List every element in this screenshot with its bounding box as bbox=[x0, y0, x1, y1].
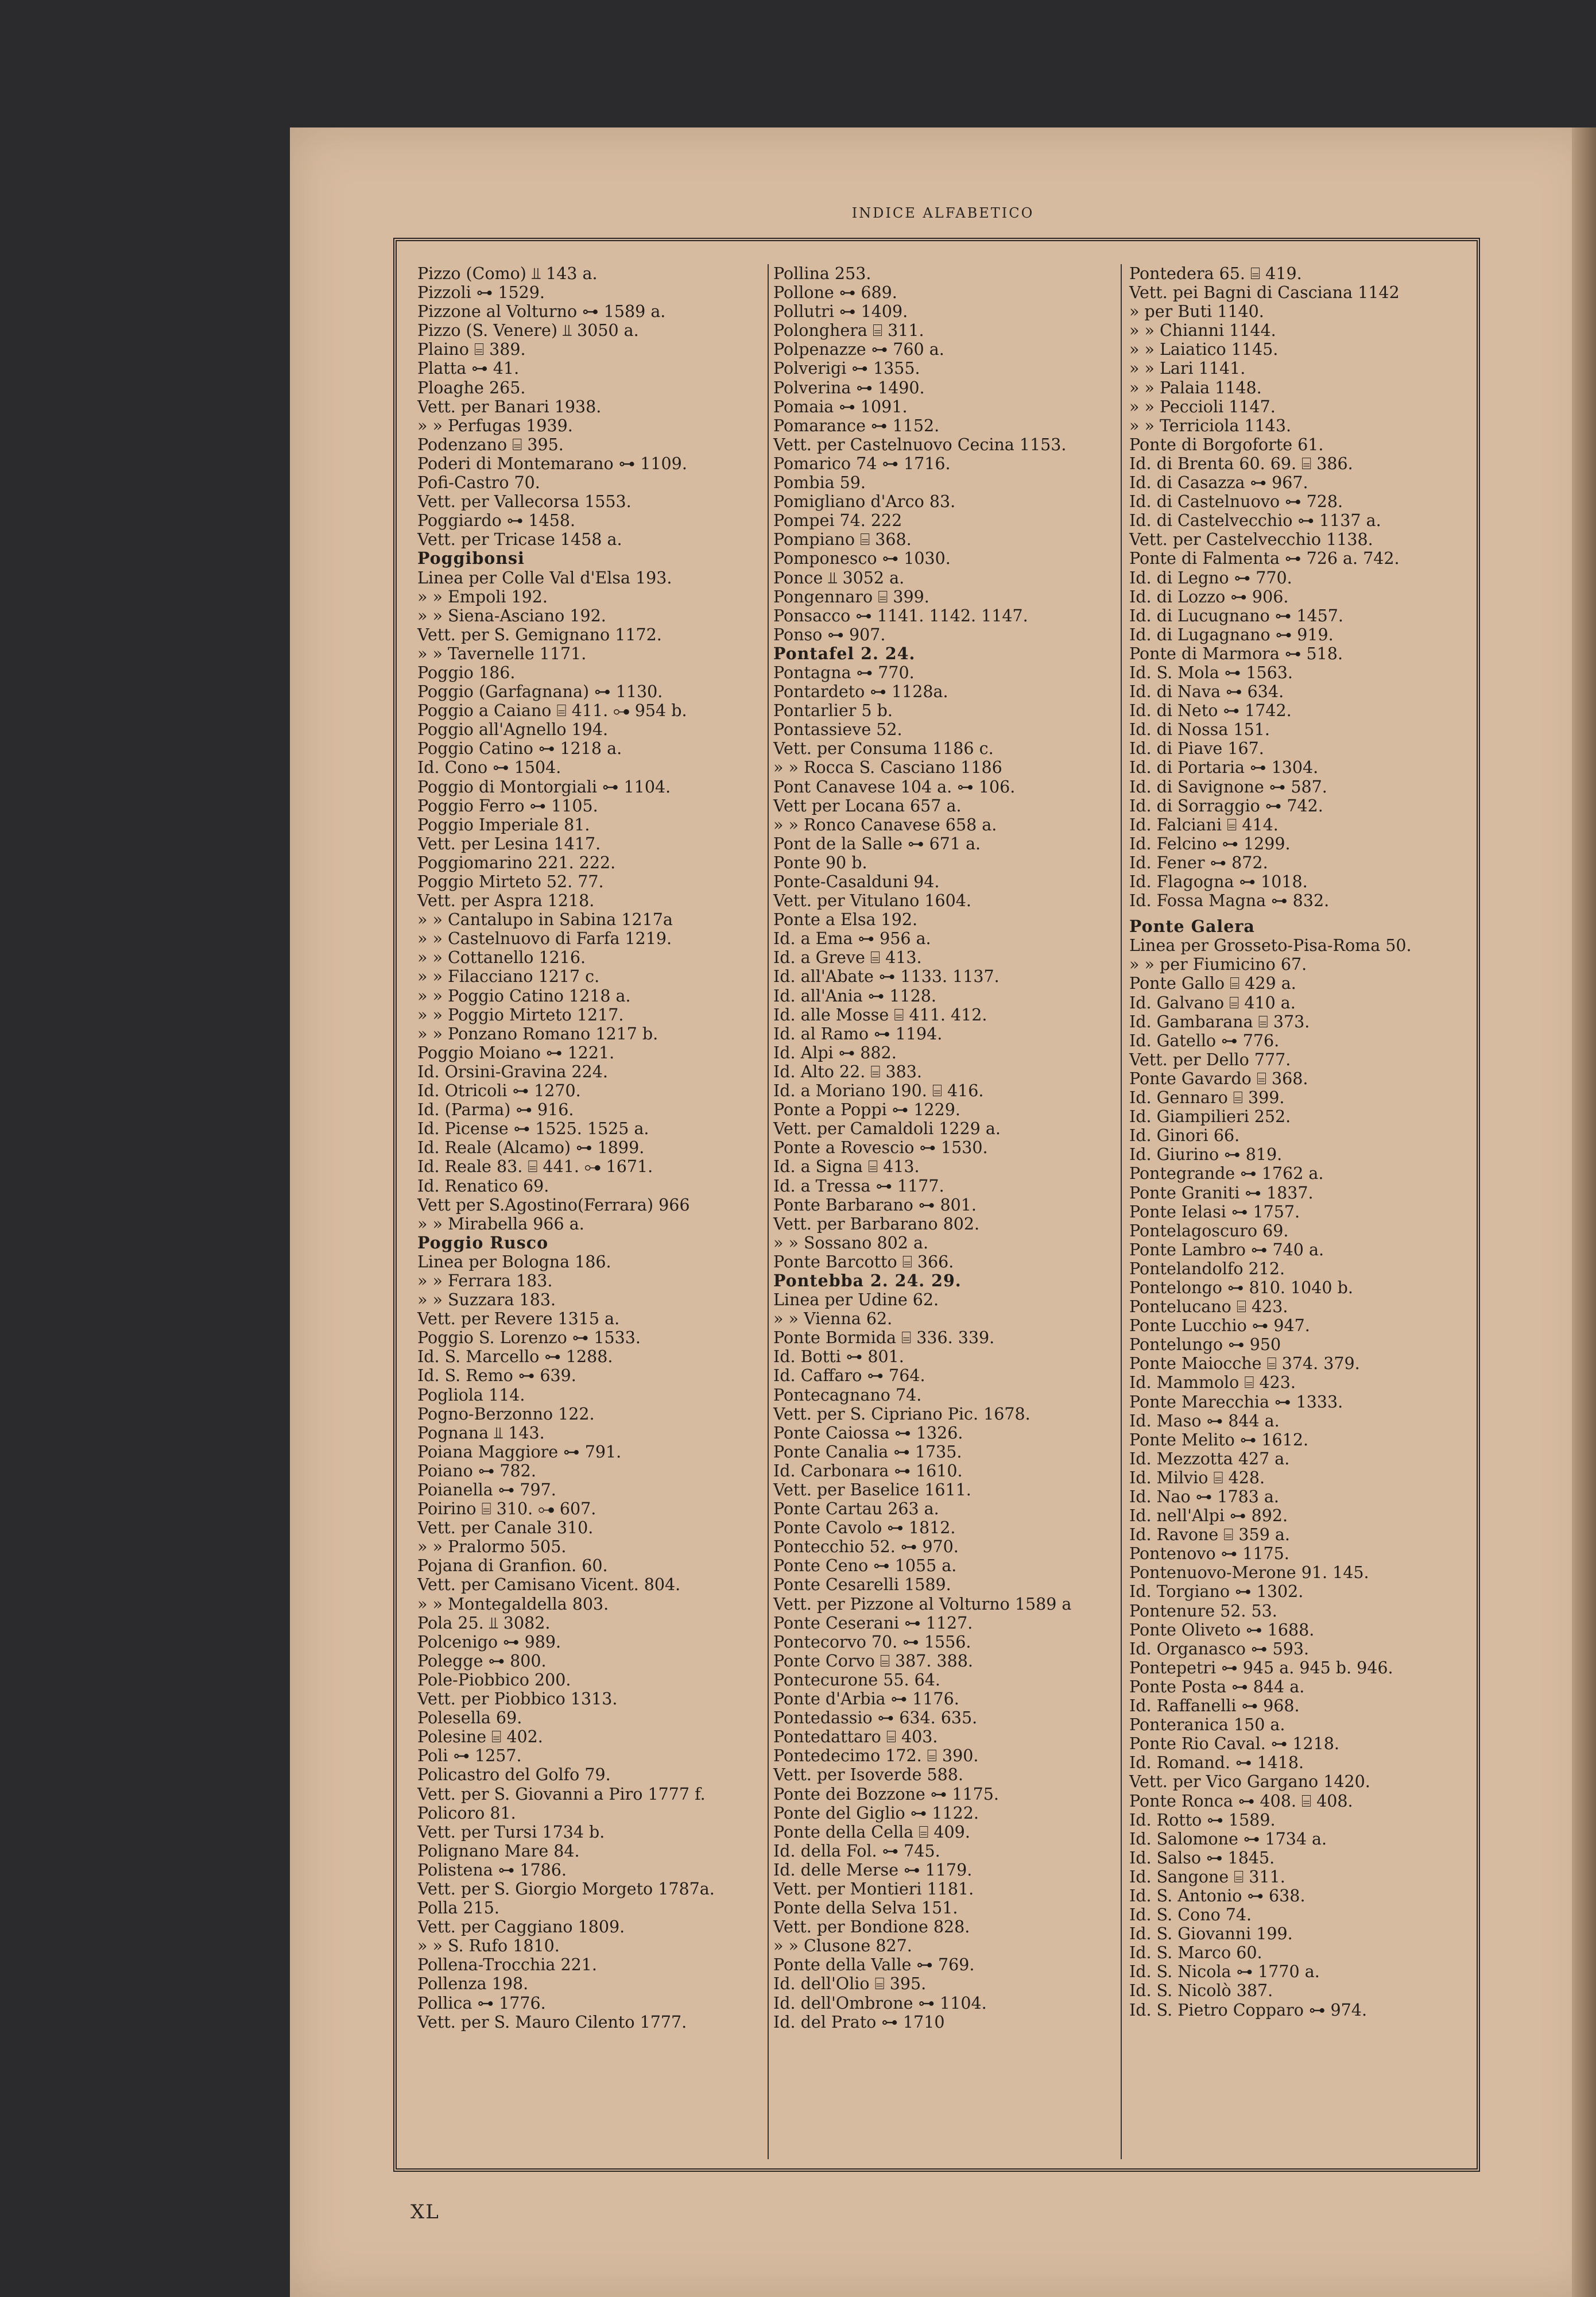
index-entry: Id. Romand. ⊶ 1418. bbox=[1129, 1753, 1304, 1773]
index-entry: Pontecagnano 74. bbox=[773, 1385, 922, 1405]
index-entry: Id. dell'Olio ⌸ 395. bbox=[773, 1974, 927, 1994]
index-entry: Pontecorvo 70. ⊶ 1556. bbox=[773, 1632, 971, 1652]
index-entry: Vett. per Camisano Vicent. 804. bbox=[417, 1575, 681, 1595]
index-entry: Vett. per S. Mauro Cilento 1777. bbox=[417, 2012, 687, 2032]
index-entry: Vett. per Piobbico 1313. bbox=[417, 1689, 618, 1709]
index-entry: Id. di Neto ⊶ 1742. bbox=[1129, 701, 1292, 721]
index-entry: Id. al Ramo ⊶ 1194. bbox=[773, 1024, 943, 1043]
index-entry: Id. S. Cono 74. bbox=[1129, 1905, 1252, 1925]
index-entry: Poggibonsi bbox=[417, 548, 525, 569]
index-entry: » » Tavernelle 1171. bbox=[417, 644, 587, 663]
index-entry: Id. S. Giovanni 199. bbox=[1129, 1924, 1293, 1944]
index-entry: » » Sossano 802 a. bbox=[773, 1233, 928, 1252]
index-entry: Pontafel 2. 24. bbox=[773, 643, 916, 663]
index-entry: Poggiomarino 221. 222. bbox=[417, 853, 616, 872]
index-entry: Ponte Gallo ⌸ 429 a. bbox=[1129, 974, 1296, 993]
index-entry: Id. di Castelnuovo ⊶ 728. bbox=[1129, 492, 1343, 512]
index-entry: Polla 215. bbox=[417, 1898, 499, 1918]
index-entry: » » Ronco Canavese 658 a. bbox=[773, 815, 997, 834]
index-entry: Ponte Graniti ⊶ 1837. bbox=[1129, 1183, 1314, 1202]
index-entry: Pizzone al Volturno ⊶ 1589 a. bbox=[417, 302, 666, 322]
index-entry: Vett. per Pizzone al Volturno 1589 a bbox=[773, 1594, 1072, 1614]
index-entry: Ponte della Selva 151. bbox=[773, 1898, 958, 1918]
index-entry: Id. della Fol. ⊶ 745. bbox=[773, 1841, 940, 1861]
index-entry: Ponte Caiossa ⊶ 1326. bbox=[773, 1423, 963, 1443]
book-page bbox=[290, 127, 1596, 2297]
index-entry: Polcenigo ⊶ 989. bbox=[417, 1632, 561, 1652]
index-entry: Id. Salomone ⊶ 1734 a. bbox=[1129, 1829, 1327, 1849]
index-entry: Id. di Legno ⊶ 770. bbox=[1129, 568, 1292, 587]
index-entry: » » Cantalupo in Sabina 1217a bbox=[417, 910, 673, 930]
index-entry: Ponso ⊶ 907. bbox=[773, 625, 886, 644]
index-entry: Id. Giurino ⊶ 819. bbox=[1129, 1145, 1283, 1165]
index-entry: Id. Rotto ⊶ 1589. bbox=[1129, 1810, 1276, 1830]
index-entry: Poggiardo ⊶ 1458. bbox=[417, 511, 576, 531]
index-entry: Pollena-Trocchia 221. bbox=[417, 1955, 597, 1975]
index-entry: Vett. pei Bagni di Casciana 1142 bbox=[1129, 283, 1400, 303]
page-number: XL bbox=[410, 2201, 440, 2223]
index-entry: Id. di Casazza ⊶ 967. bbox=[1129, 473, 1308, 493]
index-entry: Ponte Galera bbox=[1129, 917, 1255, 937]
index-entry: Vett. per Isoverde 588. bbox=[773, 1765, 963, 1785]
index-entry: Ponte Marecchia ⊶ 1333. bbox=[1129, 1392, 1343, 1412]
index-entry: Id. S. Antonio ⊶ 638. bbox=[1129, 1886, 1306, 1905]
index-entry: Pogno-Berzonno 122. bbox=[417, 1404, 595, 1424]
index-entry: Poggio Rusco bbox=[417, 1232, 549, 1252]
index-entry: Id. di Sorraggio ⊶ 742. bbox=[1129, 796, 1323, 815]
index-entry: Vett. per S. Gemignano 1172. bbox=[417, 625, 662, 644]
index-entry: Ponte Bormida ⌸ 336. 339. bbox=[773, 1328, 995, 1348]
index-entry: Id. di Brenta 60. 69. ⌸ 386. bbox=[1129, 454, 1353, 473]
index-entry: Polverigi ⊶ 1355. bbox=[773, 359, 920, 378]
index-entry: Vett. per Vico Gargano 1420. bbox=[1129, 1772, 1370, 1792]
index-entry: Pizzo (S. Venere) ⫫ 3050 a. bbox=[417, 321, 639, 341]
index-entry: Ponte Lambro ⊶ 740 a. bbox=[1129, 1240, 1324, 1259]
index-entry: Ponte Melito ⊶ 1612. bbox=[1129, 1430, 1309, 1449]
index-entry: Vett. per Consuma 1186 c. bbox=[773, 739, 994, 759]
index-entry: Ploaghe 265. bbox=[417, 378, 526, 397]
index-entry: Poggio Imperiale 81. bbox=[417, 815, 590, 834]
index-entry: Id. Ginori 66. bbox=[1129, 1126, 1240, 1146]
index-entry: Id. Gambarana ⌸ 373. bbox=[1129, 1012, 1310, 1031]
index-entry: Poggio 186. bbox=[417, 663, 516, 682]
index-entry: Id. Organasco ⊶ 593. bbox=[1129, 1639, 1310, 1658]
index-entry: Id. Salso ⊶ 1845. bbox=[1129, 1848, 1275, 1867]
index-entry: Ponte Rio Caval. ⊶ 1218. bbox=[1129, 1734, 1339, 1754]
index-entry: Ponte Ceserani ⊶ 1127. bbox=[773, 1613, 973, 1633]
index-entry: Pontardeto ⊶ 1128a. bbox=[773, 682, 948, 702]
index-entry: Vett. per Tursi 1734 b. bbox=[417, 1822, 605, 1842]
index-entry: Ponte della Cella ⌸ 409. bbox=[773, 1822, 970, 1842]
index-entry: Pontenuovo-Merone 91. 145. bbox=[1129, 1563, 1369, 1583]
index-entry: Id. Alto 22. ⌸ 383. bbox=[773, 1062, 922, 1081]
index-entry: Ponte Oliveto ⊶ 1688. bbox=[1129, 1620, 1315, 1639]
index-entry: Ponte Canalia ⊶ 1735. bbox=[773, 1442, 962, 1461]
index-entry: Ponte Ronca ⊶ 408. ⌸ 408. bbox=[1129, 1791, 1353, 1811]
index-entry: Policoro 81. bbox=[417, 1803, 516, 1823]
index-entry: Id. Fener ⊶ 872. bbox=[1129, 853, 1268, 872]
index-entry: » » S. Rufo 1810. bbox=[417, 1936, 560, 1956]
index-entry: Vett. per Banari 1938. bbox=[417, 397, 602, 416]
index-entry: » » Rocca S. Casciano 1186 bbox=[773, 758, 1002, 778]
index-entry: Id. a Ema ⊶ 956 a. bbox=[773, 929, 931, 949]
index-entry: Id. Raffanelli ⊶ 968. bbox=[1129, 1696, 1300, 1716]
index-entry: Policastro del Golfo 79. bbox=[417, 1765, 611, 1785]
index-entry: Id. Falciani ⌸ 414. bbox=[1129, 815, 1279, 834]
index-entry: » » Suzzara 183. bbox=[417, 1290, 556, 1310]
index-entry: Pontedassio ⊶ 634. 635. bbox=[773, 1708, 978, 1728]
index-entry: Vett. per Bondione 828. bbox=[773, 1917, 970, 1937]
index-entry: Ponte-Casalduni 94. bbox=[773, 872, 940, 891]
index-entry: Linea per Grosseto-Pisa-Roma 50. bbox=[1129, 936, 1412, 956]
index-entry: Id. Otricoli ⊶ 1270. bbox=[417, 1081, 581, 1101]
index-entry: Linea per Colle Val d'Elsa 193. bbox=[417, 568, 672, 587]
index-entry: Id. S. Nicola ⊶ 1770 a. bbox=[1129, 1962, 1320, 1982]
index-entry: Ponte Cartau 263 a. bbox=[773, 1499, 939, 1519]
index-entry: Pollina 253. bbox=[773, 264, 871, 283]
index-entry: Id. Maso ⊶ 844 a. bbox=[1129, 1411, 1280, 1430]
index-entry: Id. Fossa Magna ⊶ 832. bbox=[1129, 891, 1330, 911]
index-entry: Pola 25. ⫫ 3082. bbox=[417, 1613, 551, 1633]
index-entry: » » Vienna 62. bbox=[773, 1309, 893, 1329]
index-entry: Id. Milvio ⌸ 428. bbox=[1129, 1468, 1265, 1487]
index-entry: » » Clusone 827. bbox=[773, 1936, 912, 1956]
index-entry: Pont Canavese 104 a. ⊶ 106. bbox=[773, 777, 1016, 796]
index-entry: » » Pralormo 505. bbox=[417, 1537, 567, 1557]
index-entry: Ponte di Falmenta ⊶ 726 a. 742. bbox=[1129, 549, 1400, 569]
index-entry: Id. di Piave 167. bbox=[1129, 739, 1264, 759]
index-entry: Pompei 74. 222 bbox=[773, 511, 902, 531]
column-separator bbox=[768, 264, 769, 2159]
index-entry: Pontelucano ⌸ 423. bbox=[1129, 1297, 1288, 1317]
index-entry: Id. Alpi ⊶ 882. bbox=[773, 1043, 897, 1062]
index-entry: » » Mirabella 966 a. bbox=[417, 1214, 584, 1233]
index-entry: Ponte del Giglio ⊶ 1122. bbox=[773, 1803, 979, 1823]
index-entry: Pontassieve 52. bbox=[773, 720, 902, 740]
index-entry: Vett per Locana 657 a. bbox=[773, 796, 962, 815]
index-entry: Vett. per Revere 1315 a. bbox=[417, 1309, 620, 1329]
index-entry: Id. Renatico 69. bbox=[417, 1176, 549, 1196]
index-entry: Pontenure 52. 53. bbox=[1129, 1601, 1277, 1621]
index-entry: Ponte Cavolo ⊶ 1812. bbox=[773, 1518, 956, 1538]
index-entry: Pont de la Salle ⊶ 671 a. bbox=[773, 834, 981, 853]
index-entry: » » Empoli 192. bbox=[417, 587, 548, 606]
index-entry: Pizzo (Como) ⫫ 143 a. bbox=[417, 264, 598, 283]
index-entry: Pole-Piobbico 200. bbox=[417, 1670, 571, 1689]
index-entry: Pomarico 74 ⊶ 1716. bbox=[773, 454, 951, 473]
index-entry: Id. di Savignone ⊶ 587. bbox=[1129, 777, 1327, 796]
index-entry: Id. di Castelvecchio ⊶ 1137 a. bbox=[1129, 511, 1381, 531]
index-entry: Id. di Nava ⊶ 634. bbox=[1129, 682, 1284, 702]
index-entry: Id. a Tressa ⊶ 1177. bbox=[773, 1176, 944, 1196]
index-entry: » per Buti 1140. bbox=[1129, 302, 1264, 322]
index-entry: Ponte a Poppi ⊶ 1229. bbox=[773, 1100, 960, 1120]
index-entry: » » Chianni 1144. bbox=[1129, 321, 1276, 341]
index-entry: Pontedecimo 172. ⌸ 390. bbox=[773, 1746, 979, 1766]
index-entry: Id. Nao ⊶ 1783 a. bbox=[1129, 1487, 1279, 1506]
index-entry: Polignano Mare 84. bbox=[417, 1841, 580, 1861]
index-entry: Id. alle Mosse ⌸ 411. 412. bbox=[773, 1005, 987, 1024]
index-entry: Poggio (Garfagnana) ⊶ 1130. bbox=[417, 682, 663, 702]
index-entry: Vett. per Vallecorsa 1553. bbox=[417, 492, 632, 512]
index-entry: Pontebba 2. 24. 29. bbox=[773, 1270, 962, 1290]
index-entry: Id. Carbonara ⊶ 1610. bbox=[773, 1461, 963, 1480]
index-entry: Ponte Lucchio ⊶ 947. bbox=[1129, 1316, 1310, 1336]
index-entry: Id. Torgiano ⊶ 1302. bbox=[1129, 1582, 1304, 1602]
index-entry: Vett. per Canale 310. bbox=[417, 1518, 594, 1538]
index-entry: Polverina ⊶ 1490. bbox=[773, 378, 925, 397]
index-entry: Vett. per Dello 777. bbox=[1129, 1050, 1291, 1069]
index-entry: Id. all'Abate ⊶ 1133. 1137. bbox=[773, 967, 1000, 987]
index-entry: Polpenazze ⊶ 760 a. bbox=[773, 340, 944, 359]
index-entry: » » Filacciano 1217 c. bbox=[417, 967, 600, 987]
index-entry: Ponte dei Bozzone ⊶ 1175. bbox=[773, 1784, 999, 1804]
index-entry: Polesine ⌸ 402. bbox=[417, 1727, 543, 1747]
index-entry: Vett per S.Agostino(Ferrara) 966 bbox=[417, 1195, 690, 1215]
index-entry: Poiano ⊶ 782. bbox=[417, 1461, 536, 1480]
index-entry: Vett. per Camaldoli 1229 a. bbox=[773, 1119, 1001, 1139]
index-entry: Poggio S. Lorenzo ⊶ 1533. bbox=[417, 1328, 641, 1348]
index-entry: Ponte di Marmora ⊶ 518. bbox=[1129, 644, 1343, 663]
index-entry: Ponte 90 b. bbox=[773, 853, 867, 872]
index-entry: Poggio Mirteto 52. 77. bbox=[417, 872, 604, 891]
index-entry: Id. S. Mola ⊶ 1563. bbox=[1129, 663, 1293, 682]
index-entry: Id. di Lozzo ⊶ 906. bbox=[1129, 587, 1289, 606]
book-spine-edge bbox=[1572, 127, 1596, 2297]
index-entry: Id. Picense ⊶ 1525. 1525 a. bbox=[417, 1119, 649, 1139]
index-entry: Id. Reale (Alcamo) ⊶ 1899. bbox=[417, 1138, 645, 1158]
index-entry: Id. dell'Ombrone ⊶ 1104. bbox=[773, 1993, 987, 2013]
index-entry: Pomponesco ⊶ 1030. bbox=[773, 549, 951, 569]
index-entry: » » Terriciola 1143. bbox=[1129, 416, 1292, 435]
index-entry: Polonghera ⌸ 311. bbox=[773, 321, 924, 341]
index-entry: Id. S. Nicolò 387. bbox=[1129, 1981, 1273, 2001]
index-entry: Id. del Prato ⊶ 1710 bbox=[773, 2012, 945, 2032]
index-entry: Vett. per Montieri 1181. bbox=[773, 1879, 974, 1898]
index-entry: » » Palaia 1148. bbox=[1129, 378, 1262, 397]
index-entry: Pojana di Granfion. 60. bbox=[417, 1556, 608, 1576]
index-entry: Pomaia ⊶ 1091. bbox=[773, 397, 908, 416]
index-entry: Vett. per Caggiano 1809. bbox=[417, 1917, 625, 1937]
index-entry: Ponte di Borgoforte 61. bbox=[1129, 435, 1324, 454]
index-entry: Id. Orsini-Gravina 224. bbox=[417, 1062, 608, 1081]
index-entry: Vett. per S. Giorgio Morgeto 1787a. bbox=[417, 1879, 715, 1898]
index-entry: Id. S. Pietro Copparo ⊶ 974. bbox=[1129, 2000, 1368, 2020]
index-entry: Ponteranica 150 a. bbox=[1129, 1715, 1285, 1735]
index-entry: Poianella ⊶ 797. bbox=[417, 1480, 556, 1499]
index-entry: Pombia 59. bbox=[773, 473, 866, 493]
index-entry: Id. Ravone ⌸ 359 a. bbox=[1129, 1525, 1290, 1545]
index-entry: » » Castelnuovo di Farfa 1219. bbox=[417, 929, 672, 949]
index-entry: Ponte Posta ⊶ 844 a. bbox=[1129, 1677, 1305, 1696]
index-entry: Pompiano ⌸ 368. bbox=[773, 530, 912, 550]
index-entry: Vett. per Lesina 1417. bbox=[417, 834, 601, 853]
index-entry: Id. S. Marcello ⊶ 1288. bbox=[417, 1347, 613, 1367]
index-entry: Id. di Portaria ⊶ 1304. bbox=[1129, 758, 1319, 778]
index-entry: Id. delle Merse ⊶ 1179. bbox=[773, 1860, 973, 1880]
index-entry: Ponte della Valle ⊶ 769. bbox=[773, 1955, 975, 1975]
index-entry: Id. S. Marco 60. bbox=[1129, 1943, 1262, 1963]
index-entry: » » Poggio Catino 1218 a. bbox=[417, 986, 631, 1006]
index-entry: Id. Galvano ⌸ 410 a. bbox=[1129, 993, 1296, 1012]
index-entry: Pollone ⊶ 689. bbox=[773, 283, 897, 303]
index-entry: Ponte Barbarano ⊶ 801. bbox=[773, 1195, 977, 1215]
index-entry: Vett. per Aspra 1218. bbox=[417, 891, 595, 911]
index-entry: Pongennaro ⌸ 399. bbox=[773, 587, 929, 606]
index-entry: Id. Caffaro ⊶ 764. bbox=[773, 1366, 925, 1386]
index-entry: Pontedattaro ⌸ 403. bbox=[773, 1727, 938, 1747]
index-entry: Polistena ⊶ 1786. bbox=[417, 1860, 567, 1880]
index-entry: Id. a Signa ⌸ 413. bbox=[773, 1157, 920, 1177]
index-column-3 bbox=[1129, 264, 1474, 2020]
index-entry: Id. Cono ⊶ 1504. bbox=[417, 758, 561, 778]
index-entry: Pontelagoscuro 69. bbox=[1129, 1221, 1289, 1240]
index-entry: » » Siena-Asciano 192. bbox=[417, 606, 606, 625]
index-entry: Pollutri ⊶ 1409. bbox=[773, 302, 908, 322]
index-entry: Pontelongo ⊶ 810. 1040 b. bbox=[1129, 1278, 1353, 1297]
index-entry: Ponte d'Arbia ⊶ 1176. bbox=[773, 1689, 959, 1709]
index-entry: Ponte a Rovescio ⊶ 1530. bbox=[773, 1138, 988, 1158]
index-entry: Id. S. Remo ⊶ 639. bbox=[417, 1366, 576, 1386]
index-entry: Id. Felcino ⊶ 1299. bbox=[1129, 834, 1291, 853]
index-entry: Plaino ⌸ 389. bbox=[417, 340, 526, 359]
index-entry: Vett. per Barbarano 802. bbox=[773, 1214, 980, 1233]
index-entry: Ponte Gavardo ⌸ 368. bbox=[1129, 1069, 1308, 1088]
index-entry: Polesella 69. bbox=[417, 1708, 522, 1728]
index-entry: Pontarlier 5 b. bbox=[773, 701, 893, 721]
index-entry: Pontelungo ⊶ 950 bbox=[1129, 1335, 1281, 1355]
index-entry: Id. Giampilieri 252. bbox=[1129, 1107, 1291, 1127]
index-entry: Ponte Ceno ⊶ 1055 a. bbox=[773, 1556, 957, 1576]
index-entry: Poggio a Caiano ⌸ 411. ⊶ 954 b. bbox=[417, 701, 687, 721]
index-entry: Vett. per Baselice 1611. bbox=[773, 1480, 971, 1499]
index-entry: » » Perfugas 1939. bbox=[417, 416, 573, 435]
index-entry: » » Laiatico 1145. bbox=[1129, 340, 1279, 359]
index-entry: Poderi di Montemarano ⊶ 1109. bbox=[417, 454, 687, 473]
index-entry: Id. Mammolo ⌸ 423. bbox=[1129, 1373, 1296, 1393]
index-entry: Pollica ⊶ 1776. bbox=[417, 1993, 546, 2013]
index-entry: Poggio di Montorgiali ⊶ 1104. bbox=[417, 777, 671, 796]
index-entry: Poiana Maggiore ⊶ 791. bbox=[417, 1442, 622, 1461]
index-entry: Id. nell'Alpi ⊶ 892. bbox=[1129, 1506, 1288, 1526]
index-entry: Pontelandolfo 212. bbox=[1129, 1259, 1285, 1278]
index-entry: Pontecurone 55. 64. bbox=[773, 1670, 940, 1689]
index-entry: Poggio all'Agnello 194. bbox=[417, 720, 609, 740]
index-entry: Linea per Bologna 186. bbox=[417, 1252, 611, 1271]
index-entry: Pofi-Castro 70. bbox=[417, 473, 540, 493]
index-entry: » » per Fiumicino 67. bbox=[1129, 955, 1307, 975]
index-entry: Ponte a Elsa 192. bbox=[773, 910, 918, 930]
index-entry: Vett. per Castelvecchio 1138. bbox=[1129, 530, 1373, 550]
index-entry: Pontepetri ⊶ 945 a. 945 b. 946. bbox=[1129, 1658, 1393, 1677]
index-entry: Poirino ⌸ 310. ⊶ 607. bbox=[417, 1499, 596, 1519]
index-entry: Ponte Cesarelli 1589. bbox=[773, 1575, 951, 1595]
index-entry: Vett. per S. Giovanni a Piro 1777 f. bbox=[417, 1784, 706, 1804]
index-entry: Ponte Maiocche ⌸ 374. 379. bbox=[1129, 1354, 1360, 1374]
index-entry: Podenzano ⌸ 395. bbox=[417, 435, 564, 454]
index-entry: Id. Reale 83. ⌸ 441. ⊶ 1671. bbox=[417, 1157, 653, 1177]
index-entry: Pontecchio 52. ⊶ 970. bbox=[773, 1537, 959, 1557]
page-header: INDICE ALFABETICO bbox=[851, 205, 1035, 221]
index-entry: Id. a Moriano 190. ⌸ 416. bbox=[773, 1081, 984, 1101]
index-entry: » » Lari 1141. bbox=[1129, 359, 1246, 378]
index-entry: Id. Gatello ⊶ 776. bbox=[1129, 1031, 1280, 1050]
index-entry: Pomarance ⊶ 1152. bbox=[773, 416, 940, 435]
index-entry: Pontedera 65. ⌸ 419. bbox=[1129, 264, 1302, 283]
index-entry: » » Cottanello 1216. bbox=[417, 948, 586, 968]
index-entry: » » Montegaldella 803. bbox=[417, 1594, 609, 1614]
index-entry: Linea per Udine 62. bbox=[773, 1290, 939, 1310]
index-entry: Poggio Moiano ⊶ 1221. bbox=[417, 1043, 615, 1062]
index-column-2 bbox=[773, 264, 1129, 2032]
index-entry: Pizzoli ⊶ 1529. bbox=[417, 283, 545, 303]
index-entry: Pognana ⫫ 143. bbox=[417, 1423, 545, 1443]
index-entry: Ponce ⫫ 3052 a. bbox=[773, 568, 905, 587]
index-entry: Poggio Ferro ⊶ 1105. bbox=[417, 796, 598, 815]
index-entry: Platta ⊶ 41. bbox=[417, 359, 520, 378]
index-entry: Pontegrande ⊶ 1762 a. bbox=[1129, 1164, 1324, 1184]
index-entry: » » Ponzano Romano 1217 b. bbox=[417, 1024, 658, 1043]
index-entry: Vett. per Castelnuovo Cecina 1153. bbox=[773, 435, 1067, 454]
index-entry: Vett. per S. Cipriano Pic. 1678. bbox=[773, 1404, 1031, 1424]
index-entry: Id. Gennaro ⌸ 399. bbox=[1129, 1088, 1285, 1108]
index-entry: Id. Flagogna ⊶ 1018. bbox=[1129, 872, 1308, 891]
index-entry: Pontagna ⊶ 770. bbox=[773, 663, 915, 682]
index-entry: Pollenza 198. bbox=[417, 1974, 529, 1994]
index-entry: Pomigliano d'Arco 83. bbox=[773, 492, 956, 512]
index-entry: Vett. per Vitulano 1604. bbox=[773, 891, 971, 911]
index-entry: Ponsacco ⊶ 1141. 1142. 1147. bbox=[773, 606, 1028, 625]
index-entry: » » Poggio Mirteto 1217. bbox=[417, 1005, 624, 1024]
index-entry: Ponte Ielasi ⊶ 1757. bbox=[1129, 1202, 1300, 1221]
index-entry: » » Ferrara 183. bbox=[417, 1271, 553, 1290]
index-entry: Vett. per Tricase 1458 a. bbox=[417, 530, 622, 550]
index-entry: Pontenovo ⊶ 1175. bbox=[1129, 1544, 1289, 1564]
index-entry: Id. Botti ⊶ 801. bbox=[773, 1347, 904, 1367]
index-entry: Poli ⊶ 1257. bbox=[417, 1746, 522, 1766]
index-entry: » » Peccioli 1147. bbox=[1129, 397, 1276, 416]
index-column-1 bbox=[417, 264, 768, 2032]
index-entry: Id. Sangone ⌸ 311. bbox=[1129, 1867, 1285, 1886]
index-entry: Id. Mezzotta 427 a. bbox=[1129, 1449, 1290, 1468]
index-entry: Id. (Parma) ⊶ 916. bbox=[417, 1100, 574, 1120]
index-entry: Id. all'Ania ⊶ 1128. bbox=[773, 986, 936, 1006]
index-entry: Id. a Greve ⌸ 413. bbox=[773, 948, 922, 968]
index-entry: Id. di Nossa 151. bbox=[1129, 720, 1270, 740]
index-entry: Id. di Lugagnano ⊶ 919. bbox=[1129, 625, 1334, 644]
index-entry: Ponte Corvo ⌸ 387. 388. bbox=[773, 1651, 973, 1670]
index-entry: Ponte Barcotto ⌸ 366. bbox=[773, 1252, 954, 1271]
index-entry: Pogliola 114. bbox=[417, 1385, 525, 1405]
index-entry: Polegge ⊶ 800. bbox=[417, 1651, 547, 1670]
index-entry: Poggio Catino ⊶ 1218 a. bbox=[417, 739, 622, 759]
index-entry: Id. di Lucugnano ⊶ 1457. bbox=[1129, 606, 1343, 625]
